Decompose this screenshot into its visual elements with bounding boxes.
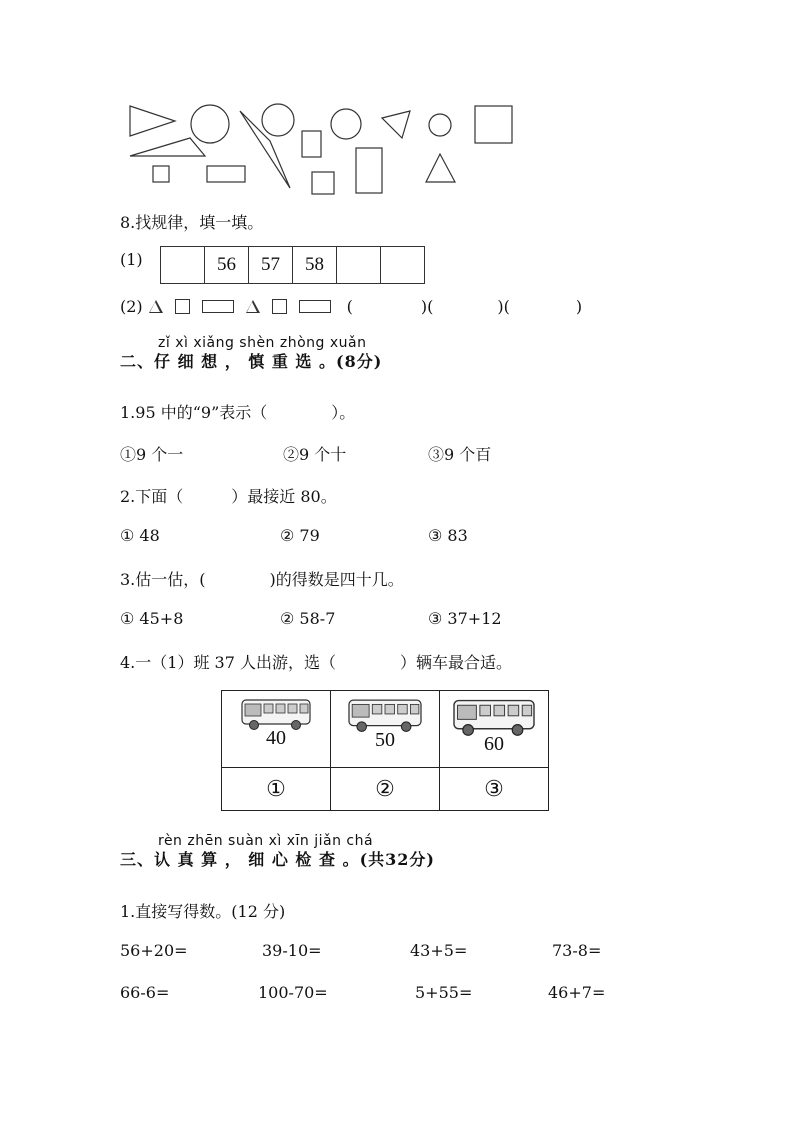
- triangle-icon: [246, 300, 260, 313]
- bus-options-table: [221, 690, 549, 811]
- q3-option-2[interactable]: ② 58-7: [280, 609, 336, 628]
- calc-item: 66-6=: [120, 983, 170, 1002]
- square-shape: [153, 166, 169, 182]
- triangle-icon: [149, 300, 163, 313]
- circle-shape: [191, 105, 229, 143]
- bus-cell: [440, 691, 549, 768]
- circle-shape: [262, 104, 294, 136]
- bus-option-1[interactable]: ①: [222, 768, 331, 811]
- calc-item: 43+5=: [410, 941, 468, 960]
- calc-title: 1.直接写得数。(12 分): [120, 902, 286, 921]
- q1-option-2[interactable]: ②9 个十: [283, 445, 347, 464]
- bus-icon: [240, 697, 312, 731]
- rectangle-icon: [202, 300, 234, 313]
- rectangle-shape: [207, 166, 245, 182]
- sequence-cell[interactable]: [381, 247, 424, 283]
- answer-blank-sep: )(: [497, 296, 510, 316]
- circle-shape: [331, 109, 361, 139]
- q8-part2-label: (2): [120, 296, 143, 316]
- calc-item: 100-70=: [258, 983, 328, 1002]
- shapes-figure: [120, 96, 530, 206]
- q2-option-3[interactable]: ③ 83: [428, 526, 468, 545]
- shape-pattern-row: [120, 295, 582, 317]
- q2-option-2[interactable]: ② 79: [280, 526, 320, 545]
- bus-capacity: 40: [266, 727, 286, 749]
- bus-capacity: 50: [375, 729, 395, 751]
- square-icon: [272, 299, 287, 314]
- answer-blank-open: (: [346, 296, 353, 316]
- section2-pinyin: zǐ xì xiǎng shèn zhòng xuǎn: [158, 335, 367, 351]
- q8-title: 8.找规律，填一填。: [120, 213, 264, 232]
- section3-pinyin: rèn zhēn suàn xì xīn jiǎn chá: [158, 833, 374, 849]
- calc-item: 46+7=: [548, 983, 606, 1002]
- square-icon: [175, 299, 190, 314]
- section2-heading: 二、仔 细 想 ， 慎 重 选 。(8分): [120, 352, 383, 371]
- calc-item: 5+55=: [415, 983, 473, 1002]
- bus-option-3[interactable]: ③: [440, 768, 549, 811]
- bus-option-2[interactable]: ②: [331, 768, 440, 811]
- q1-stem: 1.95 中的“9”表示（ ）。: [120, 403, 356, 422]
- square-shape: [312, 172, 334, 194]
- square-shape: [475, 106, 512, 143]
- bus-icon: [448, 697, 540, 737]
- sequence-cell[interactable]: [161, 247, 205, 283]
- rectangle-icon: [299, 300, 331, 313]
- q2-stem: 2.下面（ ）最接近 80。: [120, 487, 337, 506]
- circle-shape: [429, 114, 451, 136]
- answer-blank-close: ): [575, 296, 583, 316]
- sequence-cell: 58: [293, 247, 337, 283]
- number-sequence-box: [160, 246, 425, 284]
- answer-blank-sep: )(: [420, 296, 434, 316]
- q3-option-1[interactable]: ① 45+8: [120, 609, 184, 628]
- triangle-shape: [382, 111, 410, 138]
- triangle-shape: [130, 138, 205, 156]
- bus-capacity: 60: [484, 733, 504, 755]
- rectangle-shape: [302, 131, 321, 157]
- triangle-shape: [130, 106, 175, 136]
- rectangle-shape: [356, 148, 382, 193]
- q4-stem: 4.一（1）班 37 人出游，选（ ）辆车最合适。: [120, 653, 512, 672]
- triangle-shape: [240, 111, 290, 188]
- q1-option-1[interactable]: ①9 个一: [120, 445, 184, 464]
- triangle-shape: [426, 154, 455, 182]
- q3-stem: 3.估一估，( )的得数是四十几。: [120, 570, 404, 589]
- sequence-cell: 57: [249, 247, 293, 283]
- q8-part1-label: (1): [120, 250, 143, 269]
- calc-item: 73-8=: [552, 941, 602, 960]
- bus-icon: [345, 697, 425, 733]
- calc-item: 56+20=: [120, 941, 188, 960]
- bus-cell: [331, 691, 440, 768]
- calc-item: 39-10=: [262, 941, 322, 960]
- q3-option-3[interactable]: ③ 37+12: [428, 609, 502, 628]
- sequence-cell: 56: [205, 247, 249, 283]
- q1-option-3[interactable]: ③9 个百: [428, 445, 492, 464]
- sequence-cell[interactable]: [337, 247, 381, 283]
- q2-option-1[interactable]: ① 48: [120, 526, 160, 545]
- bus-cell: [222, 691, 331, 768]
- section3-heading: 三、认 真 算 ， 细 心 检 查 。(共32分): [120, 850, 435, 869]
